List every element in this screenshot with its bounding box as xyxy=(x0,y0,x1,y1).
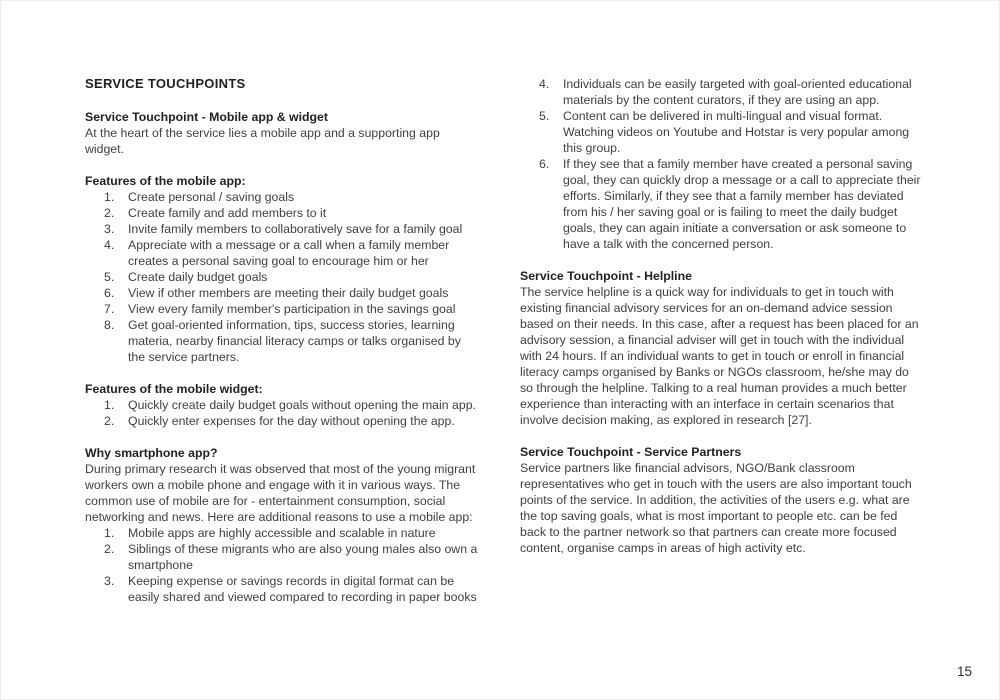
page-title: SERVICE TOUCHPOINTS xyxy=(85,76,246,91)
section-helpline xyxy=(520,268,922,428)
list-item-number: 1. xyxy=(104,526,115,540)
list-item-number: 5. xyxy=(539,109,550,123)
list-item-text: Invite family members to collaboratively save for a family goal xyxy=(128,222,463,236)
list-item-text: Mobile apps are highly accessible and scalable in nature xyxy=(128,526,436,540)
list-item xyxy=(539,76,922,108)
right-column xyxy=(520,76,922,556)
list-item xyxy=(104,301,481,317)
section-features-widget xyxy=(85,381,481,429)
list-item-number: 2. xyxy=(104,414,115,428)
list-item xyxy=(104,285,481,301)
list-item-number: 3. xyxy=(104,574,115,588)
section-reasons-continued xyxy=(520,76,922,252)
list-item xyxy=(104,541,481,573)
list-item-number: 8. xyxy=(104,318,115,332)
reasons-continued-list xyxy=(520,76,922,252)
list-item-number: 6. xyxy=(539,157,550,171)
section-heading: Service Touchpoint - Service Partners xyxy=(520,445,742,459)
section-service-partners xyxy=(520,444,922,556)
list-item-text: Quickly enter expenses for the day without opening the app. xyxy=(128,414,455,428)
list-item-text: Siblings of these migrants who are also young males also own a smartphone xyxy=(128,542,478,572)
list-item-number: 1. xyxy=(104,398,115,412)
section-body: The service helpline is a quick way for individuals to get in touch with existing financial advisory services for an on-demand advice session based on their needs. In this case, after a request has been placed for an advisory session, a financial adviser will get in touch with the individual with 24 hours. If an individual wants to get in touch or enroll in financial literacy camps organised by Banks or NGOs classroom, he/she may do so through the helpline. Talking to a real human provides a much better experience than interacting with an interface in certain scenarios that involve decision making, as explored in research [27]. xyxy=(520,285,919,427)
list-item xyxy=(104,221,481,237)
list-item-text: Create personal / saving goals xyxy=(128,190,295,204)
list-item-text: Appreciate with a message or a call when a family member creates a personal saving goal to encourage him or her xyxy=(128,238,450,268)
list-item-number: 2. xyxy=(104,542,115,556)
why-smartphone-list xyxy=(85,525,481,605)
list-item-number: 4. xyxy=(539,77,550,91)
list-item xyxy=(104,269,481,285)
list-item-text: Quickly create daily budget goals without opening the main app. xyxy=(128,398,476,412)
section-body: During primary research it was observed that most of the young migrant workers own a mobile phone and engage with it in various ways. The common use of mobile are for - entertainment consumption, social networking and news. Here are additional reasons to use a mobile app: xyxy=(85,462,476,524)
list-item-text: Create daily budget goals xyxy=(128,270,268,284)
left-column xyxy=(85,76,481,605)
list-item xyxy=(104,397,481,413)
page-number: 15 xyxy=(956,664,972,679)
section-body: Service partners like financial advisors, NGO/Bank classroom representatives who get in touch with the users are also important touch points of the service. In addition, the activities of the users e.g. what are the top saving goals, what is most important to people etc. can be fed back to the partner network so that partners can create more focused content, organise camps in areas of high activity etc. xyxy=(520,461,912,555)
list-item xyxy=(104,525,481,541)
list-item-text: View every family member's participation in the savings goal xyxy=(128,302,456,316)
list-item-number: 2. xyxy=(104,206,115,220)
list-item-number: 6. xyxy=(104,286,115,300)
list-item-number: 4. xyxy=(104,238,115,252)
list-item-text: Keeping expense or savings records in digital format can be easily shared and viewed compared to recording in paper books xyxy=(128,574,477,604)
list-item xyxy=(104,205,481,221)
section-body: At the heart of the service lies a mobile app and a supporting app widget. xyxy=(85,126,440,156)
section-why-smartphone xyxy=(85,445,481,605)
list-item-text: Individuals can be easily targeted with goal-oriented educational materials by the content curators, if they are using an app. xyxy=(563,77,912,107)
list-item xyxy=(104,413,481,429)
list-item-text: Content can be delivered in multi-lingual and visual format. Watching videos on Youtube and Hotstar is very popular among this group. xyxy=(563,109,910,155)
list-item-text: If they see that a family member have created a personal saving goal, they can quickly drop a message or a call to appreciate their efforts. Similarly, if they see that a family member has deviated from his / her saving goal or is failing to meet the daily budget goals, they can again initiate a conversation or ask someone to have a talk with the concerned person. xyxy=(563,157,921,251)
section-heading: Features of the mobile widget: xyxy=(85,382,263,396)
section-features-app xyxy=(85,173,481,365)
list-item xyxy=(539,108,922,156)
list-item xyxy=(104,189,481,205)
section-heading: Why smartphone app? xyxy=(85,446,218,460)
list-item-number: 1. xyxy=(104,190,115,204)
list-item xyxy=(104,237,481,269)
section-heading: Features of the mobile app: xyxy=(85,174,246,188)
list-item-text: Get goal-oriented information, tips, success stories, learning materia, nearby financial literacy camps or talks organised by the service partners. xyxy=(128,318,461,364)
section-heading: Service Touchpoint - Helpline xyxy=(520,269,692,283)
section-mobile-app xyxy=(85,109,481,157)
list-item-number: 5. xyxy=(104,270,115,284)
list-item xyxy=(104,573,481,605)
features-widget-list xyxy=(85,397,481,429)
list-item-number: 3. xyxy=(104,222,115,236)
list-item xyxy=(104,317,481,365)
section-heading: Service Touchpoint - Mobile app & widget xyxy=(85,110,328,124)
list-item xyxy=(539,156,922,252)
list-item-number: 7. xyxy=(104,302,115,316)
list-item-text: View if other members are meeting their daily budget goals xyxy=(128,286,449,300)
features-app-list xyxy=(85,189,481,365)
list-item-text: Create family and add members to it xyxy=(128,206,327,220)
